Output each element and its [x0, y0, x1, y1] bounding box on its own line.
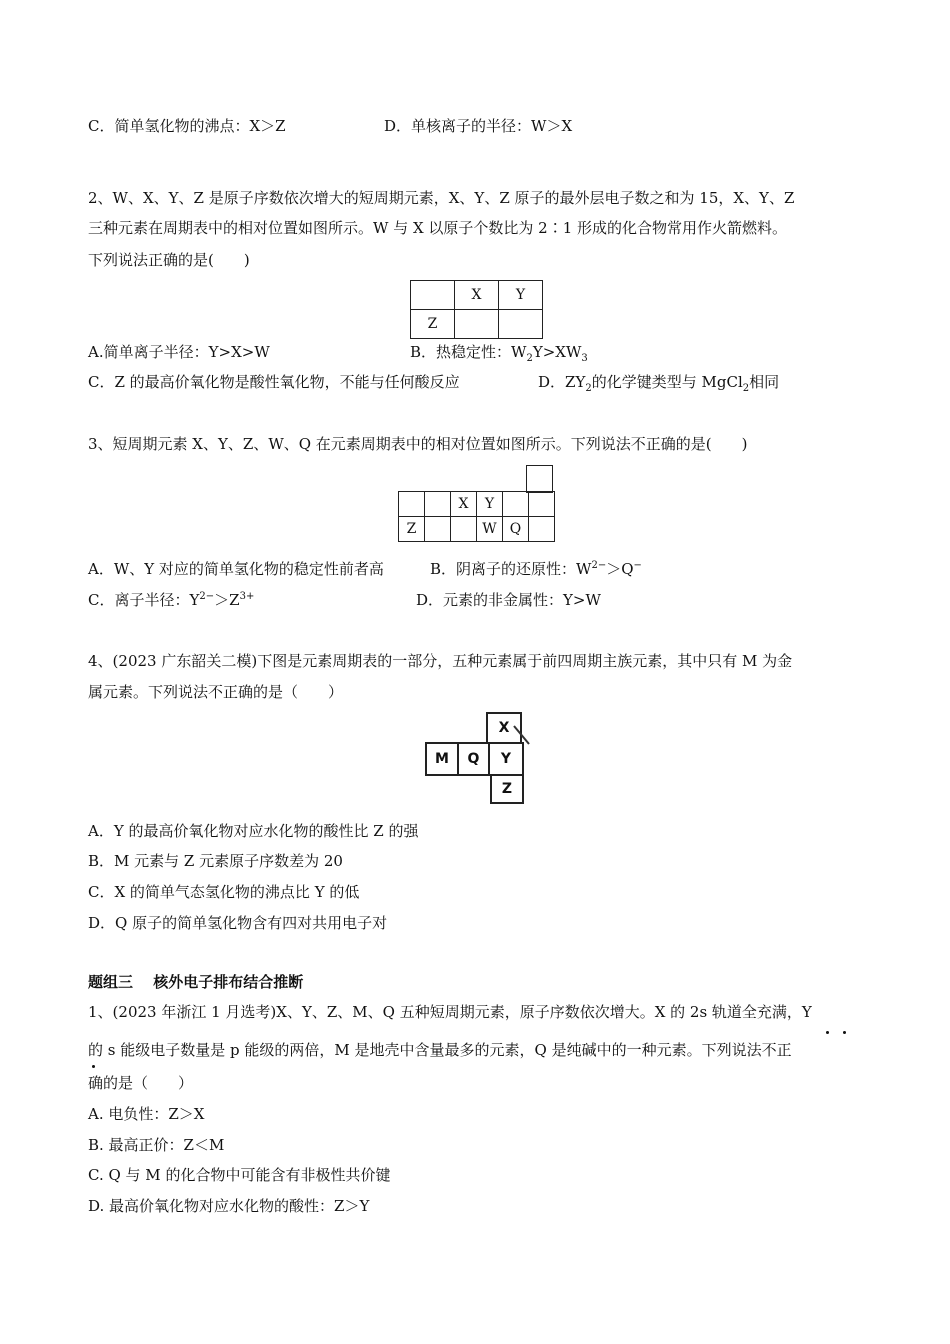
- section-heading: 题组三 核外电子排布结合推断: [88, 973, 304, 991]
- q4-option-b: B．M 元素与 Z 元素原子序数差为 20: [88, 852, 343, 870]
- q2-option-d-text: D．ZY: [538, 373, 586, 391]
- g3-q1-option-a: A. 电负性：Z＞X: [88, 1105, 205, 1123]
- superscript: 2−: [591, 560, 607, 571]
- q4-option-c: C．X 的简单气态氢化物的沸点比 Y 的低: [88, 883, 360, 901]
- emphasis-dot: [92, 1065, 95, 1068]
- q1-option-d: D．单核离子的半径：W＞X: [384, 117, 573, 135]
- subscript: 2: [742, 383, 750, 394]
- q2-cell: [411, 281, 455, 310]
- g3-q1-option-b: B. 最高正价：Z＜M: [88, 1136, 225, 1154]
- q2-cell-y: Y: [499, 281, 543, 310]
- q2-option-b-text: Y>XW: [532, 343, 582, 361]
- q3-top-cell: [526, 465, 553, 493]
- q2-cell: [455, 310, 499, 339]
- q2-stem-line2: 三种元素在周期表中的相对位置如图所示。W 与 X 以原子个数比为 2∶1 形成的化合物常用作火箭燃料。: [88, 219, 788, 237]
- q3-cell: [425, 492, 451, 517]
- q2-cell-z: Z: [411, 310, 455, 339]
- superscript: −: [633, 560, 642, 571]
- q3-periodic-table-figure: [398, 491, 555, 542]
- q4-cell-q: Q: [457, 742, 490, 776]
- q4-cell-x: X: [486, 712, 522, 744]
- q3-cell: [529, 492, 555, 517]
- q2-stem-line3: 下列说法正确的是( ): [88, 251, 250, 269]
- q3-option-b-text: B．阴离子的还原性：W: [430, 560, 592, 578]
- superscript: 3+: [239, 591, 255, 602]
- q3-cell-w: W: [477, 517, 503, 542]
- g3-q1-option-c: C. Q 与 M 的化合物中可能含有非极性共价键: [88, 1166, 391, 1184]
- q3-cell: [503, 492, 529, 517]
- q3-cell-x: X: [451, 492, 477, 517]
- q2-option-b-text: B．热稳定性：W: [410, 343, 527, 361]
- subscript: 3: [581, 353, 588, 364]
- q4-option-d: D．Q 原子的简单氢化物含有四对共用电子对: [88, 914, 388, 932]
- q2-option-c: C．Z 的最高价氧化物是酸性氧化物，不能与任何酸反应: [88, 373, 460, 391]
- q3-option-c-text: C．离子半径：Y: [88, 591, 200, 609]
- q2-stem-line1: 2、W、X、Y、Z 是原子序数依次增大的短周期元素，X、Y、Z 原子的最外层电子数之和为 15，X、Y、Z: [88, 189, 795, 207]
- subscript: 2: [585, 383, 592, 394]
- q4-cell-y: Y: [488, 742, 524, 776]
- q3-option-b: [430, 559, 642, 579]
- q4-option-a: A．Y 的最高价氧化物对应水化物的酸性比 Z 的强: [88, 822, 419, 840]
- q3-option-a: A．W、Y 对应的简单氢化物的稳定性前者高: [88, 560, 384, 578]
- g3-q1-stem-line2: 的 s 能级电子数量是 p 能级的两倍，M 是地壳中含量最多的元素，Q 是纯碱中的一种元素。下列说法不正: [88, 1041, 792, 1059]
- q2-cell: [499, 310, 543, 339]
- g3-q1-option-d: D. 最高价氧化物对应水化物的酸性：Z＞Y: [88, 1197, 370, 1215]
- q2-option-d-text: 的化学键类型与 MgCl: [591, 373, 743, 391]
- q4-cell-z: Z: [490, 774, 524, 804]
- q3-cell: [399, 492, 425, 517]
- q3-stem: 3、短周期元素 X、Y、Z、W、Q 在元素周期表中的相对位置如图所示。下列说法不正确的是( ): [88, 435, 748, 453]
- g3-q1-stem-line1: 1、(2023 年浙江 1 月选考)X、Y、Z、M、Q 五种短周期元素，原子序数依次增大。X 的 2s 轨道全充满，Y: [88, 1003, 812, 1021]
- subscript: 2: [526, 353, 533, 364]
- q3-option-c: [88, 590, 254, 610]
- q3-cell-y: Y: [477, 492, 503, 517]
- q3-cell-q: Q: [503, 517, 529, 542]
- scan-mark-decoration: [512, 724, 532, 748]
- q4-cell-m: M: [425, 742, 459, 776]
- g3-q1-stem-line3: 确的是（ ）: [88, 1074, 194, 1092]
- q3-option-b-text: ＞Q: [606, 560, 634, 578]
- q3-option-d: D．元素的非金属性：Y>W: [416, 591, 601, 609]
- q3-cell-z: Z: [399, 517, 425, 542]
- emphasis-dot: [843, 1031, 846, 1034]
- q4-stem-line2: 属元素。下列说法不正确的是（ ）: [88, 683, 344, 701]
- q1-option-c: C．简单氢化物的沸点：X＞Z: [88, 117, 286, 135]
- q3-cell: [529, 517, 555, 542]
- q3-option-c-text: ＞Z: [214, 591, 240, 609]
- q2-option-d: [538, 372, 779, 392]
- q2-option-a: A.简单离子半径：Y>X>W: [88, 343, 270, 361]
- q3-cell: [451, 517, 477, 542]
- superscript: 2−: [199, 591, 215, 602]
- q2-cell-x: X: [455, 281, 499, 310]
- q4-stem-line1: 4、(2023 广东韶关二模)下图是元素周期表的一部分，五种元素属于前四周期主族元素，其中只有 M 为金: [88, 652, 793, 670]
- q2-option-b: [410, 342, 588, 362]
- q3-cell: [425, 517, 451, 542]
- q2-option-d-text: 相同: [749, 373, 780, 391]
- emphasis-dot: [826, 1031, 829, 1034]
- q2-periodic-table-figure: [410, 280, 543, 339]
